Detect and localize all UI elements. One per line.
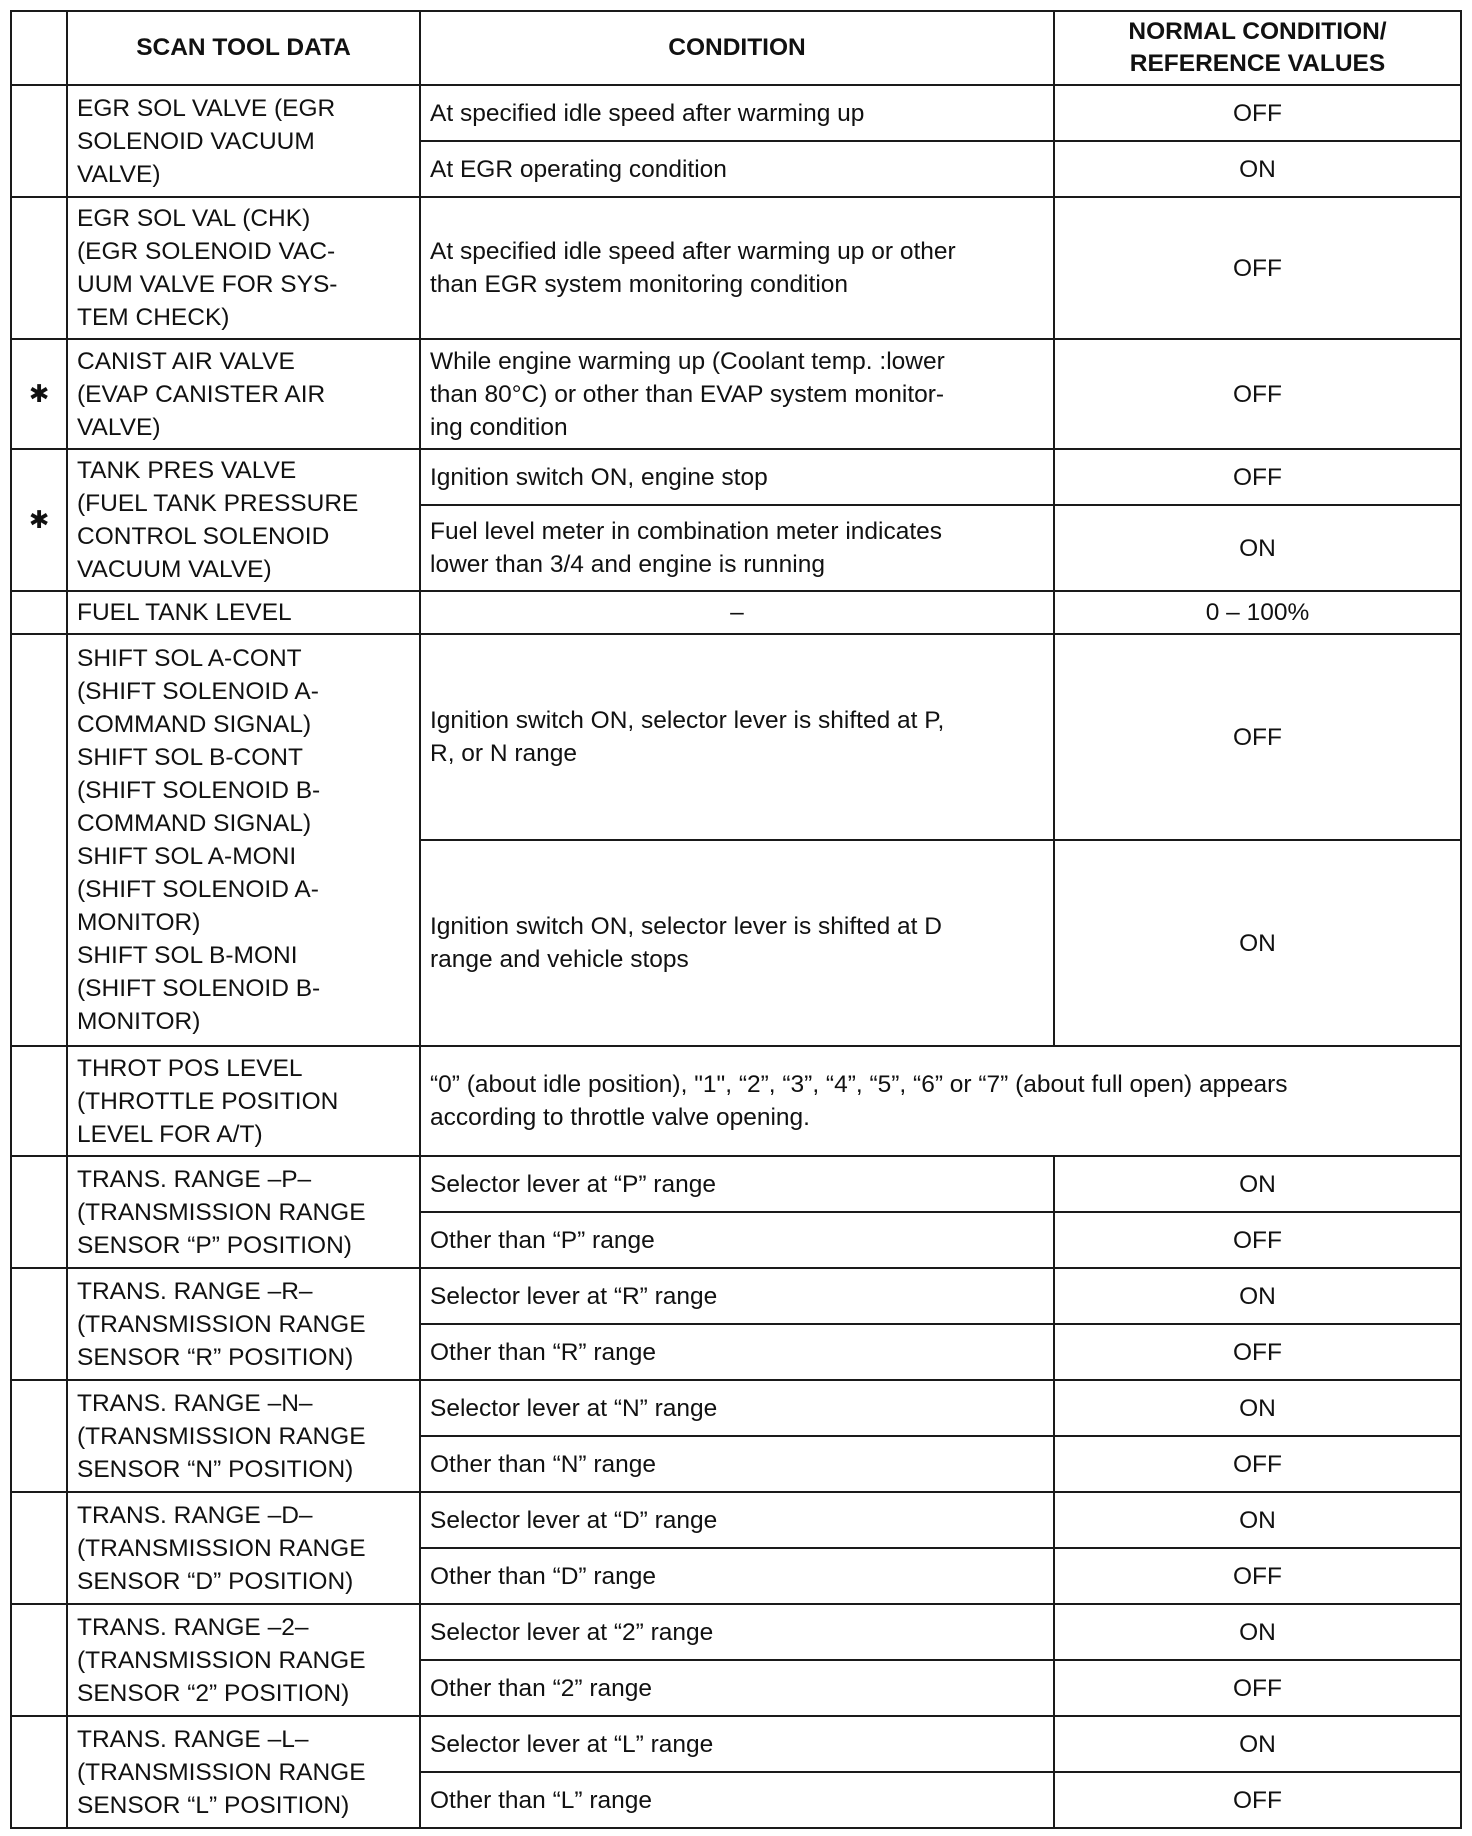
- scan-item-egr-sol-valve: EGR SOL VALVE (EGR SOLENOID VACUUM VALVE): [67, 85, 420, 197]
- table-row-fuel-tank-level: [11, 591, 1461, 634]
- value-cell: OFF: [1054, 197, 1461, 339]
- value-cell: OFF: [1054, 1660, 1461, 1716]
- condition-cell: Ignition switch ON, selector lever is shifted at P, R, or N range: [420, 634, 1054, 840]
- condition-cell: At specified idle speed after warming up or other than EGR system monitoring condition: [420, 197, 1054, 339]
- scan-tool-data-table: [10, 10, 1462, 1829]
- scan-item-trans-range-p: TRANS. RANGE –P– (TRANSMISSION RANGE SENSOR “P” POSITION): [67, 1156, 420, 1268]
- value-cell: OFF: [1054, 449, 1461, 505]
- value-cell: ON: [1054, 1380, 1461, 1436]
- value-cell: ON: [1054, 1492, 1461, 1548]
- scan-item-shift-sol: SHIFT SOL A-CONT (SHIFT SOLENOID A- COMMAND SIGNAL) SHIFT SOL B-CONT (SHIFT SOLENOID B- COMMAND SIGNAL) SHIFT SOL A-MONI (SHIFT SOLENOID A- MONITOR) SHIFT SOL B-MONI (SHIFT SOLENOID B- MONITOR): [67, 634, 420, 1046]
- row-mark: [11, 1156, 67, 1268]
- header-scan-tool-data: SCAN TOOL DATA: [67, 11, 420, 85]
- row-mark: [11, 634, 67, 1046]
- value-cell: OFF: [1054, 1772, 1461, 1828]
- table-row-egr-sol-val-chk: [11, 197, 1461, 339]
- condition-cell: Selector lever at “D” range: [420, 1492, 1054, 1548]
- condition-cell: Fuel level meter in combination meter indicates lower than 3/4 and engine is running: [420, 505, 1054, 591]
- value-cell: ON: [1054, 141, 1461, 197]
- scan-item-trans-range-l: TRANS. RANGE –L– (TRANSMISSION RANGE SENSOR “L” POSITION): [67, 1716, 420, 1828]
- condition-cell: Other than “2” range: [420, 1660, 1054, 1716]
- row-mark: [11, 591, 67, 634]
- condition-cell: Ignition switch ON, selector lever is shifted at D range and vehicle stops: [420, 840, 1054, 1046]
- condition-cell: Other than “N” range: [420, 1436, 1054, 1492]
- table-row-trans-range-r: [11, 1268, 1461, 1324]
- header-condition: CONDITION: [420, 11, 1054, 85]
- row-mark: [11, 1492, 67, 1604]
- value-cell: ON: [1054, 1716, 1461, 1772]
- table-row-trans-range-2: [11, 1604, 1461, 1660]
- table-row-trans-range-l: [11, 1716, 1461, 1772]
- condition-cell: Selector lever at “2” range: [420, 1604, 1054, 1660]
- row-mark: [11, 85, 67, 197]
- scan-item-canist-air-valve: CANIST AIR VALVE (EVAP CANISTER AIR VALVE): [67, 339, 420, 449]
- table-row-canist-air-valve: [11, 339, 1461, 449]
- row-mark: [11, 197, 67, 339]
- condition-cell: At EGR operating condition: [420, 141, 1054, 197]
- value-cell: 0 – 100%: [1054, 591, 1461, 634]
- condition-cell: Other than “L” range: [420, 1772, 1054, 1828]
- value-cell: ON: [1054, 505, 1461, 591]
- scan-item-tank-pres-valve: TANK PRES VALVE (FUEL TANK PRESSURE CONTROL SOLENOID VACUUM VALVE): [67, 449, 420, 591]
- condition-cell: Other than “R” range: [420, 1324, 1054, 1380]
- value-cell: ON: [1054, 840, 1461, 1046]
- value-cell: OFF: [1054, 634, 1461, 840]
- condition-cell: Selector lever at “N” range: [420, 1380, 1054, 1436]
- condition-cell: “0” (about idle position), "1", “2”, “3”, “4”, “5”, “6” or “7” (about full open) appears according to throttle valve opening.: [420, 1046, 1461, 1156]
- table-row-trans-range-n: [11, 1380, 1461, 1436]
- asterisk-mark: ✱: [11, 449, 67, 591]
- row-mark: [11, 1716, 67, 1828]
- condition-cell: Ignition switch ON, engine stop: [420, 449, 1054, 505]
- table-row-trans-range-p: [11, 1156, 1461, 1212]
- condition-cell: Selector lever at “R” range: [420, 1268, 1054, 1324]
- row-mark: [11, 1380, 67, 1492]
- value-cell: OFF: [1054, 339, 1461, 449]
- condition-cell: Other than “D” range: [420, 1548, 1054, 1604]
- condition-cell: Selector lever at “P” range: [420, 1156, 1054, 1212]
- table-row-trans-range-d: [11, 1492, 1461, 1548]
- header-row: [11, 11, 1461, 85]
- condition-cell: At specified idle speed after warming up: [420, 85, 1054, 141]
- scan-item-throt-pos-level: THROT POS LEVEL (THROTTLE POSITION LEVEL FOR A/T): [67, 1046, 420, 1156]
- value-cell: OFF: [1054, 1212, 1461, 1268]
- row-mark: [11, 1268, 67, 1380]
- value-cell: OFF: [1054, 85, 1461, 141]
- scan-item-trans-range-d: TRANS. RANGE –D– (TRANSMISSION RANGE SENSOR “D” POSITION): [67, 1492, 420, 1604]
- value-cell: ON: [1054, 1268, 1461, 1324]
- scan-item-trans-range-2: TRANS. RANGE –2– (TRANSMISSION RANGE SENSOR “2” POSITION): [67, 1604, 420, 1716]
- scan-item-trans-range-r: TRANS. RANGE –R– (TRANSMISSION RANGE SENSOR “R” POSITION): [67, 1268, 420, 1380]
- asterisk-mark: ✱: [11, 339, 67, 449]
- scan-tool-data-sheet: [10, 10, 1462, 1829]
- table-row-shift-sol: [11, 634, 1461, 840]
- condition-cell: While engine warming up (Coolant temp. :lower than 80°C) or other than EVAP system monitor- ing condition: [420, 339, 1054, 449]
- header-mark: [11, 11, 67, 85]
- value-cell: ON: [1054, 1156, 1461, 1212]
- row-mark: [11, 1604, 67, 1716]
- condition-cell: –: [420, 591, 1054, 634]
- header-reference-values: NORMAL CONDITION/ REFERENCE VALUES: [1054, 11, 1461, 85]
- row-mark: [11, 1046, 67, 1156]
- table-row-egr-sol-valve: [11, 85, 1461, 141]
- scan-item-fuel-tank-level: FUEL TANK LEVEL: [67, 591, 420, 634]
- value-cell: OFF: [1054, 1548, 1461, 1604]
- value-cell: OFF: [1054, 1436, 1461, 1492]
- table-row-tank-pres-valve: [11, 449, 1461, 505]
- table-row-throt-pos-level: [11, 1046, 1461, 1156]
- value-cell: ON: [1054, 1604, 1461, 1660]
- condition-cell: Selector lever at “L” range: [420, 1716, 1054, 1772]
- scan-item-egr-sol-val-chk: EGR SOL VAL (CHK) (EGR SOLENOID VAC- UUM VALVE FOR SYS- TEM CHECK): [67, 197, 420, 339]
- condition-cell: Other than “P” range: [420, 1212, 1054, 1268]
- value-cell: OFF: [1054, 1324, 1461, 1380]
- scan-item-trans-range-n: TRANS. RANGE –N– (TRANSMISSION RANGE SENSOR “N” POSITION): [67, 1380, 420, 1492]
